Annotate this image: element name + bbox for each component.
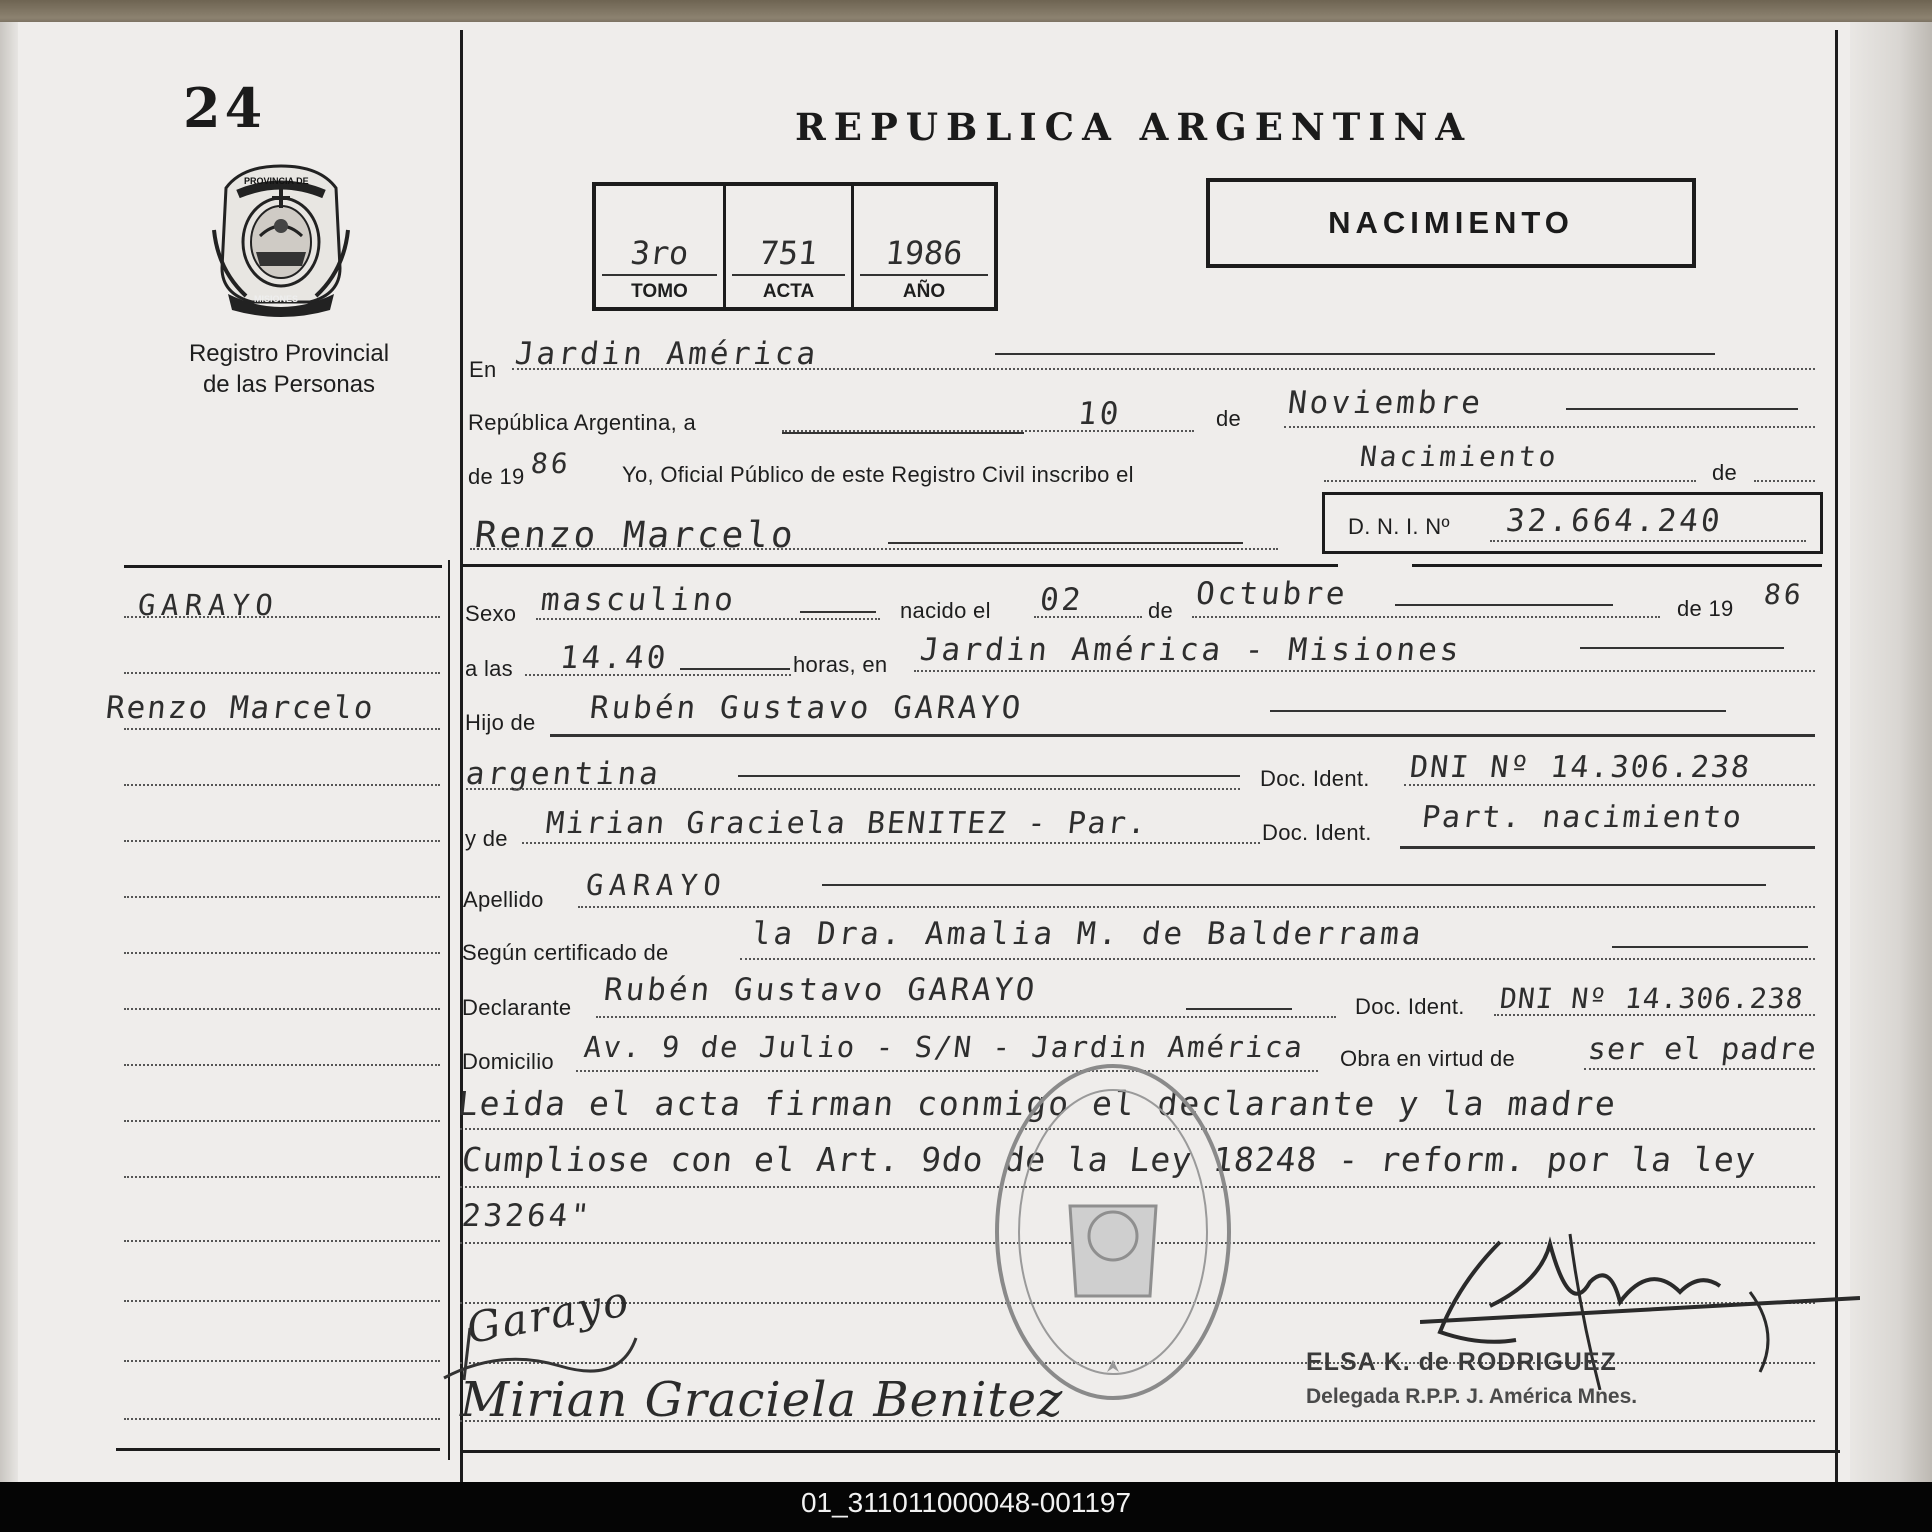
- birth-month-value: Octubre: [1194, 576, 1350, 612]
- fill-line: [738, 775, 1240, 777]
- fill-line: [800, 611, 876, 613]
- dotted-line: [740, 958, 1815, 960]
- place-value: Jardin América: [513, 336, 821, 372]
- father-name-value: Rubén Gustavo GARAYO: [588, 690, 1026, 726]
- dotted-line: [1494, 1014, 1815, 1016]
- form-separator-right: [1412, 564, 1822, 567]
- margin-dotted-line: [124, 728, 440, 730]
- page-number: 24: [183, 76, 267, 140]
- margin-surname: GARAYO: [136, 588, 281, 622]
- obra-label: Obra en virtud de: [1340, 1046, 1516, 1071]
- margin-dotted-line: [124, 1300, 440, 1302]
- fill-line: [1270, 710, 1726, 712]
- birth-year-suffix-value: 86: [1762, 578, 1806, 611]
- officer-name: ELSA K. de RODRIGUEZ: [1306, 1348, 1617, 1376]
- dotted-line: [914, 670, 1815, 672]
- margin-dotted-line: [124, 672, 440, 674]
- sexo-value: masculino: [539, 582, 738, 618]
- margin-dotted-line: [124, 1008, 440, 1010]
- margin-dotted-line: [124, 616, 440, 618]
- dni-label: D. N. I. Nº: [1348, 514, 1450, 539]
- anio-value: 1986: [883, 234, 965, 272]
- official-stamp-icon: [992, 1060, 1234, 1405]
- horas-label: horas, en: [793, 652, 888, 677]
- year-prefix-label: de 19: [468, 464, 525, 489]
- dotted-line: [1284, 426, 1815, 428]
- domicilio-value: Av. 9 de Julio - S/N - Jardin América: [582, 1030, 1306, 1064]
- page-stack-right: [1850, 22, 1932, 1482]
- father-nationality-value: argentina: [464, 756, 663, 792]
- sexo-label: Sexo: [465, 601, 517, 626]
- dotted-line: [522, 842, 1260, 844]
- document-type: NACIMIENTO: [1328, 205, 1574, 240]
- fill-line: [1580, 647, 1784, 649]
- birth-year-prefix-label: de 19: [1677, 596, 1734, 621]
- fill-line: [550, 734, 1815, 737]
- nacido-label: nacido el: [900, 598, 991, 623]
- de-label-2: de: [1712, 460, 1738, 485]
- margin-dotted-line: [124, 840, 440, 842]
- margin-dotted-line: [124, 1360, 440, 1362]
- apellido-label: Apellido: [463, 887, 544, 912]
- seal-text-top: PROVINCIA DE: [244, 176, 309, 186]
- mother-signature: Mirian Graciela Benitez: [460, 1372, 1064, 1428]
- dotted-line: [596, 1016, 1336, 1018]
- mother-doc-value: Part. nacimiento: [1420, 800, 1745, 835]
- seal-text-bottom: MISIONES: [254, 294, 299, 304]
- form-separator: [460, 564, 1338, 567]
- day-value: 10: [1076, 396, 1124, 432]
- domicilio-label: Domicilio: [462, 1049, 554, 1074]
- fill-line: [1400, 846, 1815, 849]
- dotted-line: [1192, 616, 1660, 618]
- fill-line: [995, 353, 1715, 355]
- margin-dotted-line: [124, 952, 440, 954]
- note-line-2: Cumpliose con el Art. 9do de la Ley 18248 - reform. por la ley: [459, 1140, 1758, 1179]
- image-id-label: 01_311011000048-001197: [800, 1487, 1132, 1518]
- fill-line: [680, 668, 790, 670]
- acta-value: 751: [757, 234, 820, 272]
- certificado-label: Según certificado de: [462, 940, 669, 965]
- birth-place-value: Jardin América - Misiones: [918, 632, 1464, 668]
- father-doc-value: DNI Nº 14.306.238: [1408, 750, 1753, 785]
- fill-line: [1395, 604, 1613, 606]
- dotted-line: [1034, 616, 1142, 618]
- oficial-label: Yo, Oficial Público de este Registro Civil inscribo el: [622, 462, 1134, 487]
- margin-top-rule: [124, 565, 442, 568]
- registry-label-line2: de las Personas: [202, 371, 376, 398]
- registry-label: [160, 338, 418, 400]
- margin-dotted-line: [124, 896, 440, 898]
- declarante-value: Rubén Gustavo GARAYO: [602, 972, 1040, 1008]
- month-value: Noviembre: [1286, 385, 1485, 421]
- dotted-line: [1490, 540, 1806, 542]
- page-stack-left: [0, 22, 18, 1482]
- obra-value: ser el padre: [1586, 1032, 1819, 1067]
- margin-divider: [460, 30, 463, 1482]
- margin-dotted-line: [124, 1418, 440, 1420]
- fill-line: [1186, 1008, 1292, 1010]
- anio-label: AÑO: [902, 281, 946, 302]
- officer-title: Delegada R.P.P. J. América Mnes.: [1306, 1385, 1638, 1408]
- dotted-line: [1584, 1068, 1815, 1070]
- record-reference-box: [592, 182, 998, 311]
- margin-bottom-rule: [116, 1448, 440, 1451]
- birth-day-value: 02: [1038, 582, 1086, 618]
- inscription-type-value: Nacimiento: [1358, 440, 1561, 473]
- child-given-names-value: Renzo Marcelo: [472, 515, 798, 556]
- acta-label: ACTA: [762, 281, 815, 302]
- dotted-line: [1404, 784, 1815, 786]
- dotted-line: [536, 618, 880, 620]
- fill-line: [1566, 408, 1798, 410]
- year-suffix-value: 86: [529, 447, 573, 480]
- de-label-3: de: [1148, 598, 1174, 623]
- margin-dotted-line: [124, 1176, 440, 1178]
- dotted-line: [470, 548, 1278, 550]
- de-label: de: [1216, 406, 1242, 431]
- document-type-box: [1206, 178, 1696, 268]
- mother-name-value: Mirian Graciela BENITEZ - Par.: [544, 806, 1150, 841]
- dotted-line: [525, 674, 791, 676]
- acta-cell: [726, 186, 854, 307]
- note-line-3: 23264": [460, 1198, 594, 1234]
- country-title: REPUBLICA ARGENTINA: [795, 105, 1473, 149]
- margin-dotted-line: [124, 1240, 440, 1242]
- tomo-value: 3ro: [628, 234, 691, 272]
- margin-given-names: Renzo Marcelo: [104, 690, 377, 726]
- registry-label-line1: Registro Provincial: [188, 340, 390, 367]
- declarante-label: Declarante: [462, 995, 572, 1020]
- margin-dotted-line: [124, 784, 440, 786]
- apellido-value: GARAYO: [584, 868, 729, 902]
- tomo-label: TOMO: [631, 281, 688, 302]
- republica-label: República Argentina, a: [468, 410, 696, 435]
- birth-time-value: 14.40: [558, 640, 671, 676]
- anio-cell: [854, 186, 994, 307]
- en-label: En: [469, 357, 497, 382]
- dotted-line: [578, 906, 1815, 908]
- dotted-line: [1324, 480, 1696, 482]
- margin-dotted-line: [124, 1064, 440, 1066]
- form-bottom-rule: [460, 1450, 1840, 1453]
- fill-line: [1612, 946, 1808, 948]
- declarante-doc-value: DNI Nº 14.306.238: [1498, 982, 1806, 1015]
- y-de-label: y de: [465, 826, 508, 851]
- father-signature: Garayo: [462, 1276, 634, 1353]
- dotted-line: [466, 788, 1240, 790]
- certificado-value: la Dra. Amalia M. de Balderrama: [750, 916, 1426, 952]
- tomo-cell: [596, 186, 726, 307]
- fill-line: [782, 432, 1024, 434]
- dotted-line: [512, 368, 1815, 370]
- doc-ident-label-declarante: Doc. Ident.: [1355, 994, 1465, 1019]
- fill-line: [822, 884, 1766, 886]
- hijo-label: Hijo de: [465, 710, 536, 735]
- a-las-label: a las: [465, 656, 513, 681]
- fill-line: [888, 542, 1243, 544]
- dotted-line: [1754, 480, 1815, 482]
- doc-ident-label-mother: Doc. Ident.: [1262, 820, 1372, 845]
- note-line-1: Leida el acta firman conmigo el declarante y la madre: [455, 1084, 1620, 1123]
- margin-dotted-line: [124, 1120, 440, 1122]
- doc-ident-label-father: Doc. Ident.: [1260, 766, 1370, 791]
- dni-value: 32.664.240: [1504, 503, 1725, 539]
- officer-block: [1306, 1348, 1637, 1409]
